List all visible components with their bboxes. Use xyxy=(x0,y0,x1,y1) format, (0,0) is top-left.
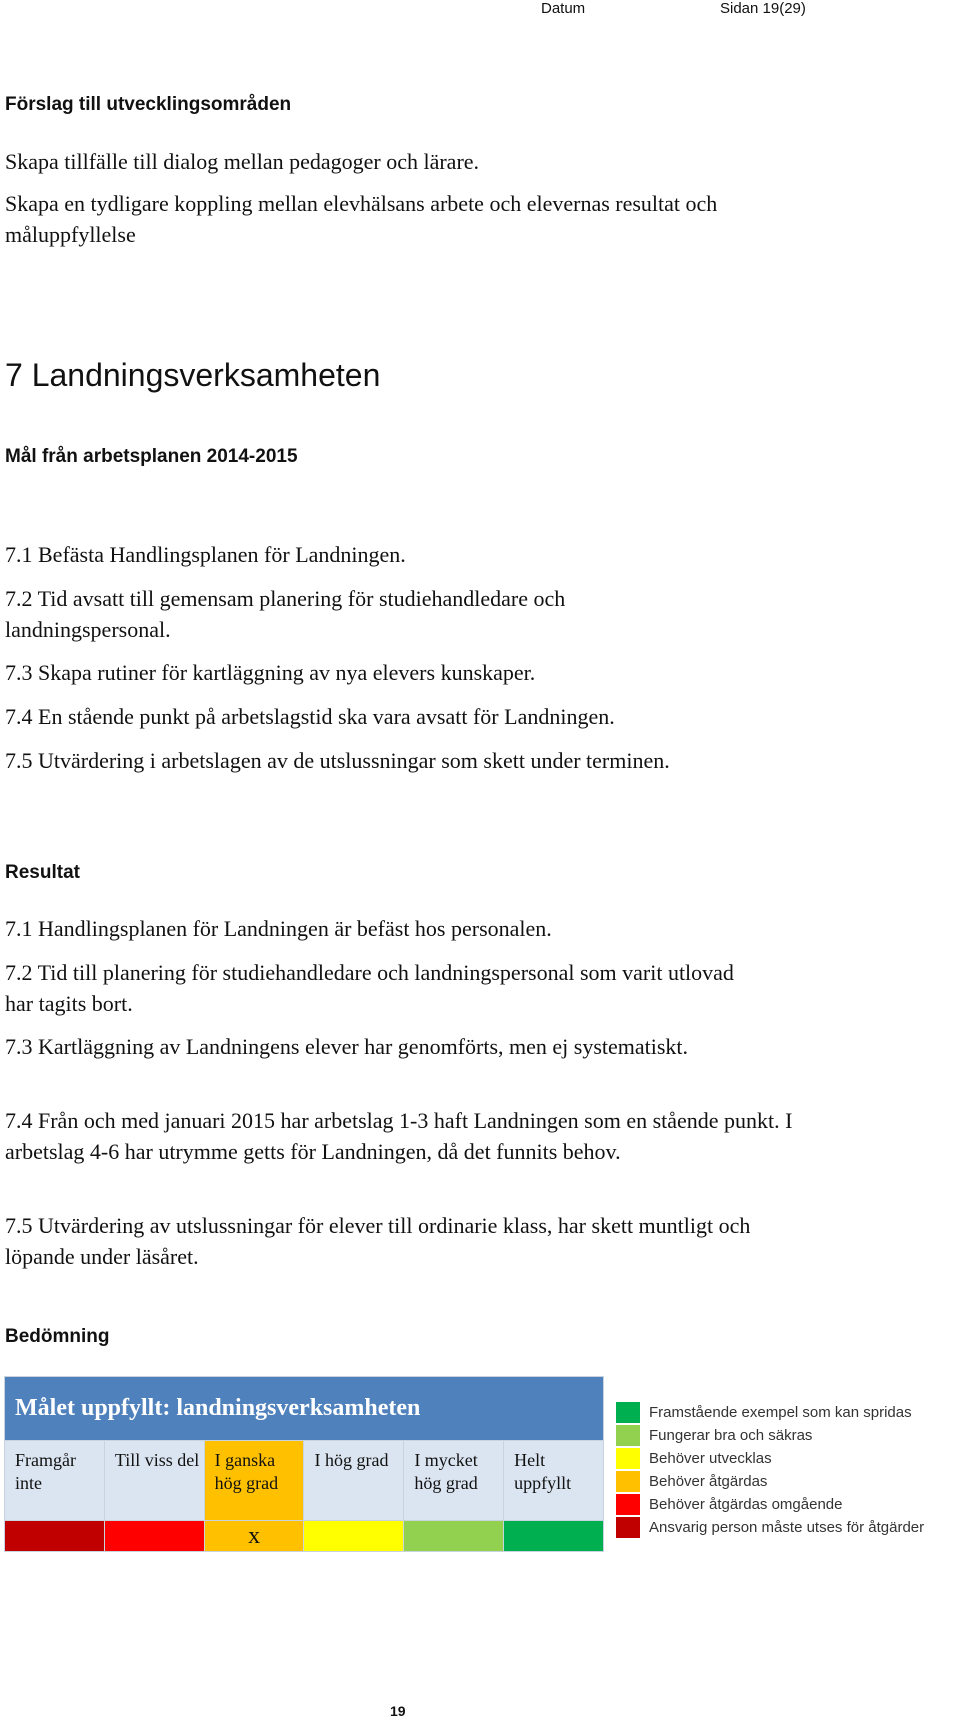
level-label: Helt uppfyllt xyxy=(504,1441,604,1521)
goal-item: 7.2 Tid avsatt till gemensam planering för studiehandledare och landningspersonal. xyxy=(5,586,566,642)
legend-label: Behöver åtgärdas xyxy=(649,1473,768,1490)
level-label: Framgår inte xyxy=(5,1441,105,1521)
development-item: Skapa en tydligare koppling mellan elevhälsans arbete och elevernas resultat och måluppfyllelse xyxy=(5,191,718,247)
chapter-title: 7 Landningsverksamheten xyxy=(5,357,381,393)
legend-swatch xyxy=(616,1517,640,1538)
legend-label: Behöver åtgärdas omgående xyxy=(649,1496,843,1513)
development-heading: Förslag till utvecklingsområden xyxy=(5,94,292,115)
legend-swatch xyxy=(616,1471,640,1492)
color-legend xyxy=(616,1401,960,1539)
legend-swatch xyxy=(616,1448,640,1469)
assessment-table xyxy=(4,1376,604,1552)
goals-heading: Mål från arbetsplanen 2014-2015 xyxy=(5,446,298,467)
legend-label: Framstående exempel som kan spridas xyxy=(649,1404,912,1421)
assessment-heading: Bedömning xyxy=(5,1326,110,1347)
legend-item xyxy=(616,1401,960,1424)
result-item: 7.3 Kartläggning av Landningens elever har genomförts, men ej systematiskt. xyxy=(5,1034,689,1059)
assessment-title: Målet uppfyllt: landningsverksamheten xyxy=(5,1377,604,1441)
legend-swatch xyxy=(616,1402,640,1423)
level-label: Till viss del xyxy=(104,1441,204,1521)
legend-label: Behöver utvecklas xyxy=(649,1450,772,1467)
level-label-selected: I ganska hög grad xyxy=(204,1441,304,1521)
header-date: Datum xyxy=(541,0,586,17)
result-item: 7.4 Från och med januari 2015 har arbetslag 1-3 haft Landningen som en stående punkt. I arbetslag 4-6 har utrymme getts för Landningen, då det funnits behov. xyxy=(5,1108,793,1164)
level-color-cell xyxy=(404,1521,504,1552)
level-label: I hög grad xyxy=(304,1441,404,1521)
result-item: 7.2 Tid till planering för studiehandledare och landningspersonal som varit utlovad har tagits bort. xyxy=(5,960,734,1016)
legend-item xyxy=(616,1424,960,1447)
level-color-cell xyxy=(104,1521,204,1552)
goal-item: 7.4 En stående punkt på arbetslagstid ska vara avsatt för Landningen. xyxy=(5,704,615,729)
legend-item xyxy=(616,1516,960,1539)
level-color-cell xyxy=(304,1521,404,1552)
results-heading: Resultat xyxy=(5,862,80,883)
header-page-number: Sidan 19(29) xyxy=(720,0,806,17)
legend-item xyxy=(616,1493,960,1516)
legend-swatch xyxy=(616,1494,640,1515)
footer-page-number: 19 xyxy=(390,1703,406,1719)
result-item: 7.5 Utvärdering av utslussningar för elever till ordinarie klass, har skett muntligt och löpande under läsåret. xyxy=(5,1213,751,1269)
legend-label: Ansvarig person måste utses för åtgärder xyxy=(649,1519,925,1536)
legend-item xyxy=(616,1447,960,1470)
goal-item: 7.3 Skapa rutiner för kartläggning av nya elevers kunskaper. xyxy=(5,660,536,685)
legend-item xyxy=(616,1470,960,1493)
level-color-cell xyxy=(504,1521,604,1552)
result-item: 7.1 Handlingsplanen för Landningen är befäst hos personalen. xyxy=(5,916,552,941)
legend-swatch xyxy=(616,1425,640,1446)
level-color-cell-selected: x xyxy=(204,1521,304,1552)
level-color-cell xyxy=(5,1521,105,1552)
legend-label: Fungerar bra och säkras xyxy=(649,1427,813,1444)
goal-item: 7.1 Befästa Handlingsplanen för Landningen. xyxy=(5,542,406,567)
level-label: I mycket hög grad xyxy=(404,1441,504,1521)
development-item: Skapa tillfälle till dialog mellan pedagoger och lärare. xyxy=(5,149,480,174)
goal-item: 7.5 Utvärdering i arbetslagen av de utslussningar som skett under terminen. xyxy=(5,748,670,773)
